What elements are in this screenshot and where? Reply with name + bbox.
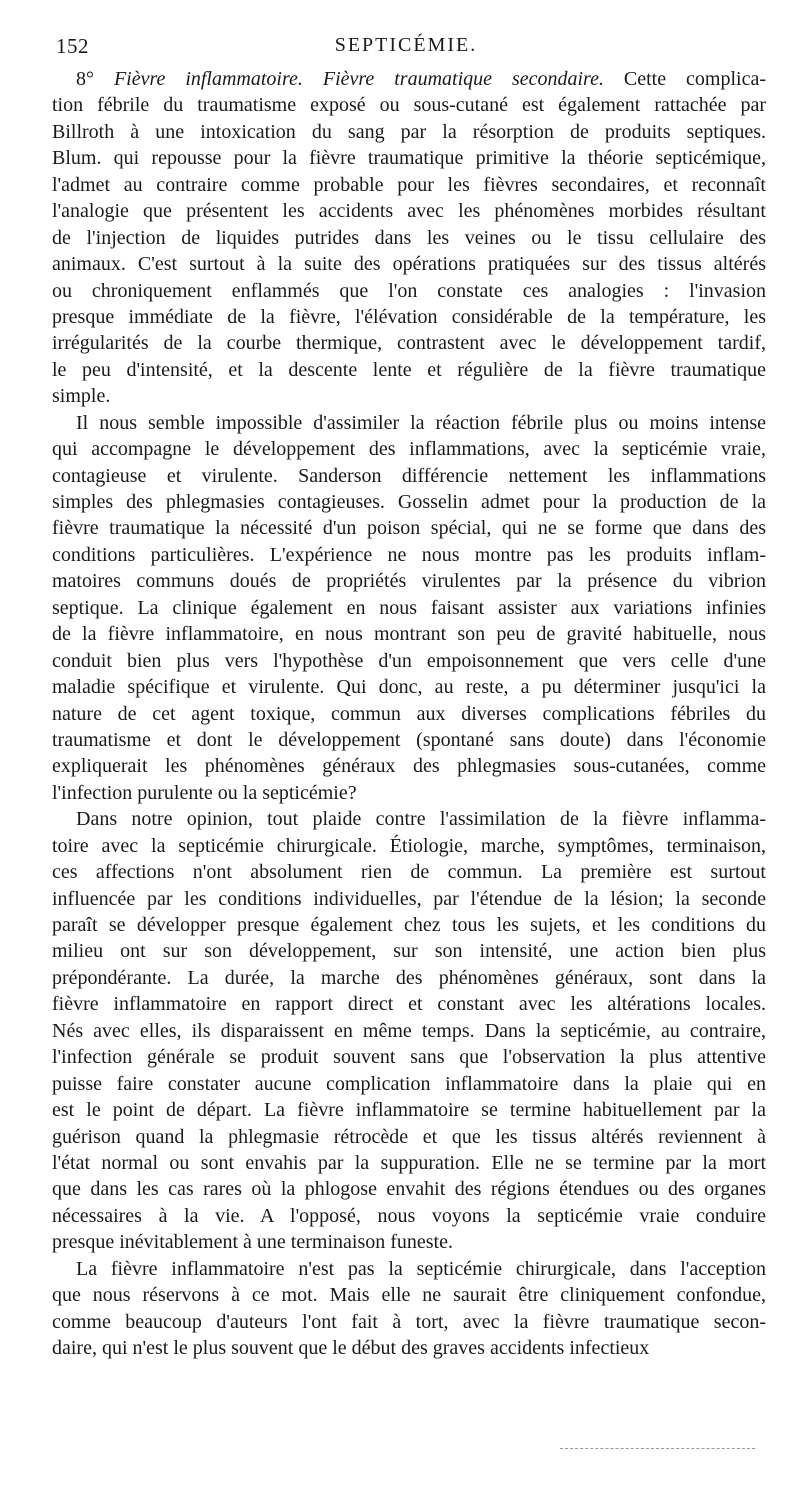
text-line: de l'injection de liquides putrides dans les veines ou le tissu cellulaire des — [52, 226, 766, 249]
paragraph — [52, 66, 766, 410]
text-line: La fièvre inflammatoire n'est pas la septicémie chirurgicale, dans l'acception — [76, 1257, 766, 1280]
text-line: daire, qui n'est le plus souvent que le début des graves accidents infectieux — [52, 1337, 650, 1359]
text-line: le peu d'intensité, et la descente lente et régulière de la fièvre traumatique — [52, 358, 766, 381]
text-line: qui accompagne le développement des inflammations, avec la septicémie vraie, — [52, 438, 766, 461]
text-line: animaux. C'est surtout à la suite des opérations pratiquées sur des tissus altérés — [52, 253, 766, 276]
text-line: influencée par les conditions individuelles, par l'étendue de la lésion; la seconde — [52, 887, 766, 910]
paragraph — [52, 806, 766, 1255]
paragraph — [52, 410, 766, 807]
text-line: Blum. qui repousse pour la fièvre traumatique primitive la théorie septicémique, — [52, 147, 766, 170]
text-line: tion fébrile du traumatisme exposé ou sous-cutané est également rattachée par — [52, 94, 766, 117]
text-line: puisse faire constater aucune complication inflammatoire dans la plaie qui en — [52, 1072, 766, 1095]
text-line: l'analogie que présentent les accidents avec les phénomènes morbides résultant — [52, 200, 766, 223]
text-line: de la fièvre inflammatoire, en nous montrant son peu de gravité habituelle, nous — [52, 623, 766, 646]
section-heading: Fièvre inflammatoire. Fièvre traumatique secondaire. — [113, 68, 604, 90]
text-line: maladie spécifique et virulente. Qui donc, au reste, a pu déterminer jusqu'ici la — [52, 676, 766, 699]
line-text: Cette complica- — [603, 68, 766, 90]
text-line: traumatisme et dont le développement (spontané sans doute) dans l'économie — [52, 728, 766, 751]
text-line: prépondérante. La durée, la marche des phénomènes généraux, sont dans la — [52, 966, 766, 989]
text-line: l'admet au contraire comme probable pour les fièvres secondaires, et reconnaît — [52, 173, 766, 196]
text-line: nécessaires à la vie. A l'opposé, nous voyons la septicémie vraie conduire — [52, 1204, 766, 1227]
text-line: l'infection purulente ou la septicémie? — [52, 781, 357, 804]
text-line: simple. — [52, 385, 111, 408]
text-line: que nous réservons à ce mot. Mais elle ne saurait être cliniquement confondue, — [52, 1284, 766, 1307]
text-line: milieu ont sur son développement, sur son intensité, une action bien plus — [52, 940, 766, 963]
text-line: fièvre traumatique la nécessité d'un poison spécial, qui ne se forme que dans des — [52, 517, 766, 540]
text-line: simples des phlegmasies contagieuses. Gosselin admet pour la production de la — [52, 491, 766, 513]
text-line: est le point de départ. La fièvre inflammatoire se termine habituellement par la — [52, 1099, 766, 1122]
text-line: matoires communs doués de propriétés virulentes par la présence du vibrion — [52, 570, 766, 593]
running-header — [56, 34, 756, 58]
text-line: Billroth à une intoxication du sang par la résorption de produits septiques. — [52, 120, 766, 143]
text-line: septique. La clinique également en nous faisant assister aux variations infinies — [52, 596, 766, 619]
running-title: SEPTICÉMIE. — [334, 34, 478, 56]
text-line: nature de cet agent toxique, commun aux diverses complications fébriles du — [52, 702, 766, 725]
section-number: 8° — [76, 68, 114, 90]
footer-rule — [560, 1448, 755, 1449]
text-line: Nés avec elles, ils disparaissent en même temps. Dans la septicémie, au contraire, — [52, 1019, 766, 1042]
text-line: Il nous semble impossible d'assimiler la réaction fébrile plus ou moins intense — [76, 411, 766, 434]
text-line: presque inévitablement à une terminaison funeste. — [52, 1231, 453, 1254]
text-line: comme beaucoup d'auteurs l'ont fait à tort, avec la fièvre traumatique secon- — [52, 1310, 766, 1333]
text-line: presque immédiate de la fièvre, l'élévation considérable de la température, les — [52, 305, 766, 328]
body-text — [52, 66, 766, 1361]
text-line: conditions particulières. L'expérience ne nous montre pas les produits inflam- — [52, 543, 766, 566]
text-line: guérison quand la phlegmasie rétrocède et que les tissus altérés reviennent à — [52, 1125, 766, 1148]
text-line: l'infection générale se produit souvent sans que l'observation la plus attentive — [52, 1046, 766, 1069]
text-line: toire avec la septicémie chirurgicale. Étiologie, marche, symptômes, terminaison, — [52, 834, 766, 857]
text-line: irrégularités de la courbe thermique, contrastent avec le développement tardif, — [52, 332, 766, 355]
page-number: 152 — [56, 34, 89, 58]
text-line: fièvre inflammatoire en rapport direct et constant avec les altérations locales. — [52, 993, 766, 1016]
text-line: l'état normal ou sont envahis par la suppuration. Elle ne se termine par la mort — [52, 1151, 766, 1174]
text-line: ou chroniquement enflammés que l'on constate ces analogies : l'invasion — [52, 279, 766, 302]
text-line — [52, 66, 766, 92]
text-line: ces affections n'ont absolument rien de commun. La première est surtout — [52, 861, 766, 884]
text-line: expliquerait les phénomènes généraux des phlegmasies sous-cutanées, comme — [52, 755, 766, 778]
text-line: Dans notre opinion, tout plaide contre l'assimilation de la fièvre inflamma- — [76, 808, 766, 831]
text-line: que dans les cas rares où la phlogose envahit des régions étendues ou des organes — [52, 1178, 766, 1201]
paragraph — [52, 1256, 766, 1362]
text-line: paraît se développer presque également chez tous les sujets, et les conditions du — [52, 914, 766, 936]
text-line: contagieuse et virulente. Sanderson différencie nettement les inflammations — [52, 464, 766, 487]
text-line: conduit bien plus vers l'hypothèse d'un empoisonnement que vers celle d'une — [52, 649, 766, 672]
